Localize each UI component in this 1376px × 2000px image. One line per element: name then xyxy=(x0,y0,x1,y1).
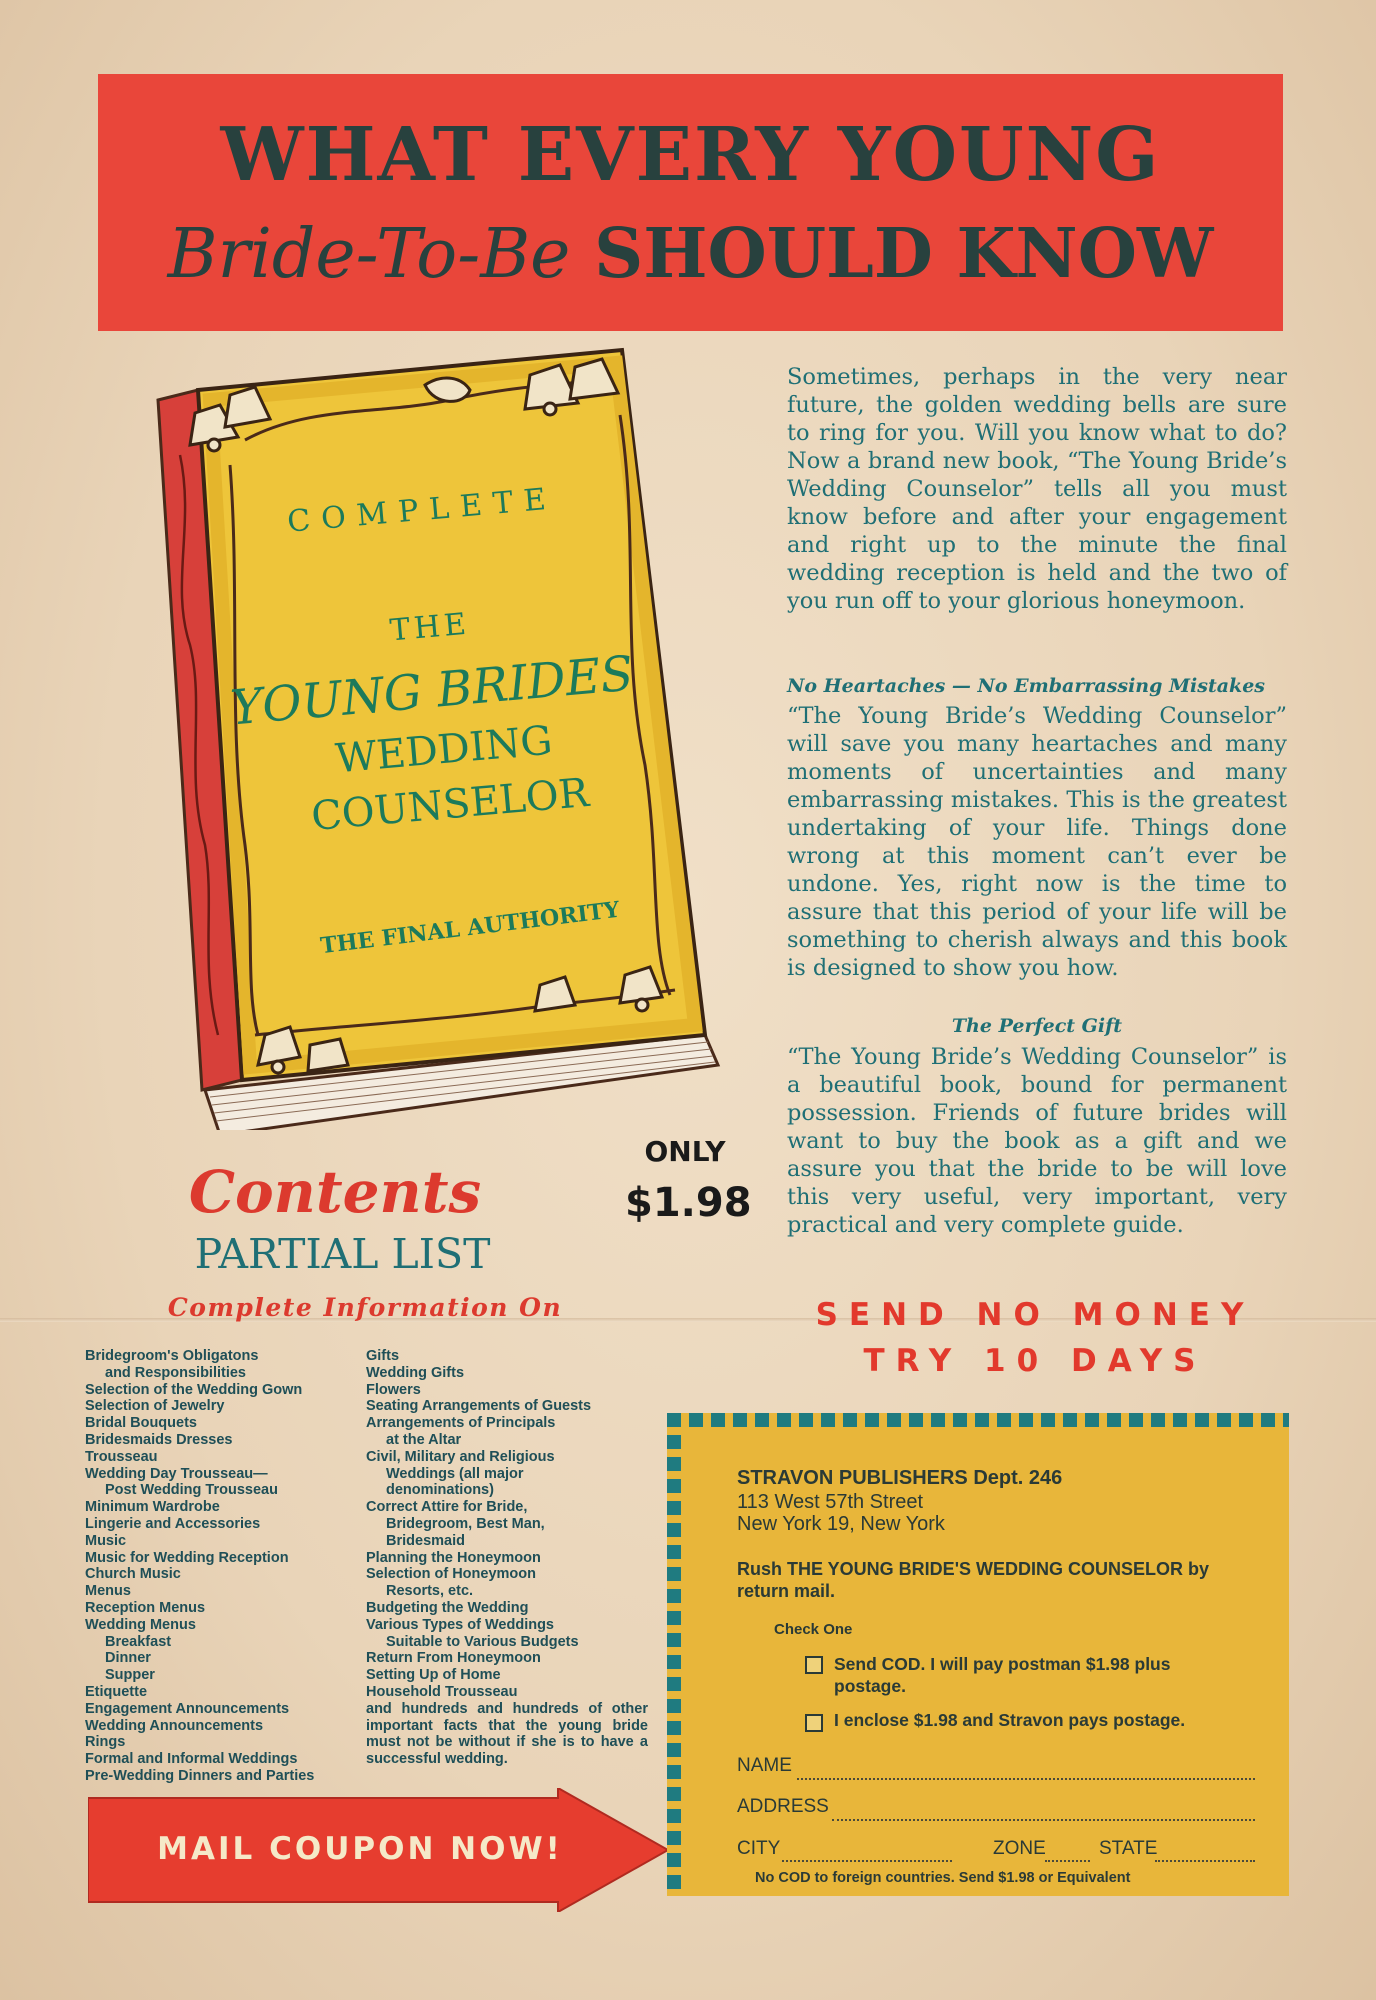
address-field[interactable] xyxy=(832,1819,1255,1821)
option-enclose-checkbox[interactable] xyxy=(805,1714,823,1732)
coupon-footnote: No COD to foreign countries. Send $1.98 or Equivalent xyxy=(755,1870,1131,1886)
state-label: STATE xyxy=(1099,1838,1158,1859)
headline-line2 xyxy=(98,214,1283,294)
book-complete: COMPLETE xyxy=(285,481,559,540)
order-coupon[interactable] xyxy=(667,1413,1289,1896)
body-para-3: “The Young Bride’s Wedding Counselor” is a beautiful book, bound for permanent possession. Friends of future brides will want to buy the book as a gift and we assure you that the bride to be will love this very useful, very important, very practical and very complete guide. xyxy=(787,1044,1287,1238)
list-item: Music xyxy=(85,1532,127,1549)
headline-banner xyxy=(98,74,1283,331)
list-item: Menus xyxy=(85,1583,131,1600)
price-only: ONLY xyxy=(644,1135,726,1168)
list-item: at the Altar xyxy=(386,1431,462,1448)
list-item: Planning the Honeymoon xyxy=(366,1549,541,1566)
list-item: Trousseau xyxy=(85,1448,158,1465)
book-tagline: THE FINAL AUTHORITY xyxy=(319,896,621,960)
book-illustration xyxy=(150,345,730,1130)
list-item: Bridal Bouquets xyxy=(85,1415,197,1432)
coupon-street: 113 West 57th Street xyxy=(737,1491,924,1513)
list-item: Dinner xyxy=(105,1650,151,1667)
body-para-1: Sometimes, perhaps in the very near future, the golden wedding bells are sure to ring for you. Will you know what to do? Now a brand new book, “The Young Bride’s Wedding Counselor” tells all you must know before and after your engagement and right up to the minute the final wedding reception is held and the two of you run off to your glorious honeymoon. xyxy=(787,364,1287,614)
list-item: Supper xyxy=(105,1667,155,1684)
book-title-3: COUNSELOR xyxy=(309,769,591,841)
zone-field[interactable] xyxy=(1045,1860,1090,1862)
list-item: Setting Up of Home xyxy=(366,1667,501,1684)
contents-title: Contents xyxy=(188,1158,482,1226)
headline-line1: WHAT EVERY YOUNG xyxy=(220,112,1161,198)
list-item: Bridesmaid xyxy=(386,1532,465,1549)
list-item: Minimum Wardrobe xyxy=(85,1499,220,1516)
list-item: Bridegroom, Best Man, xyxy=(386,1515,545,1532)
list-item: Return From Honeymoon xyxy=(366,1650,541,1667)
list-item: denominations) xyxy=(386,1482,494,1499)
coupon-border-left xyxy=(667,1413,681,1896)
list-item: Correct Attire for Bride, xyxy=(366,1499,528,1516)
list-item: Bridegroom's Obligatons xyxy=(85,1348,259,1364)
city-label: CITY xyxy=(737,1838,781,1859)
list-item: Selection of Honeymoon xyxy=(366,1566,536,1583)
option-cod-checkbox[interactable] xyxy=(805,1656,823,1674)
list-tail: and hundreds and hundreds of other important facts that the young bride must not be without if she is to have a successful wedding. xyxy=(366,1700,648,1768)
list-item: Weddings (all major xyxy=(386,1465,524,1482)
body-heading-3: The Perfect Gift xyxy=(951,1015,1123,1037)
list-item: Selection of the Wedding Gown xyxy=(85,1381,303,1398)
list-item: Seating Arrangements of Guests xyxy=(366,1398,592,1415)
option-enclose-label: I enclose $1.98 and Stravon pays postage. xyxy=(834,1710,1186,1730)
body-heading-2: No Heartaches — No Embarrassing Mistakes xyxy=(787,675,1265,697)
name-label: NAME xyxy=(737,1755,792,1776)
coupon-check-one: Check One xyxy=(774,1621,853,1638)
list-item: Budgeting the Wedding xyxy=(366,1599,529,1616)
list-item: Civil, Military and Religious xyxy=(366,1448,555,1465)
list-item: Rings xyxy=(85,1734,126,1751)
price-amount: $1.98 xyxy=(625,1180,752,1226)
body-para-2: “The Young Bride’s Wedding Counselor” will save you many heartaches and many moments of uncertainties and many embarrassing mistakes. This is the greatest undertaking of your life. Things done wrong at this moment can’t ever be undone. Yes, right now is the time to assure that this period of your life will be something to cherish always and this book is designed to show you how. xyxy=(787,703,1287,981)
coupon-rush: Rush THE YOUNG BRIDE'S WEDDING COUNSELOR by return mail. xyxy=(737,1559,1209,1601)
book-title-1: YOUNG BRIDES xyxy=(228,645,636,737)
list-item: Reception Menus xyxy=(85,1599,206,1616)
list-item: Resorts, etc. xyxy=(386,1583,474,1600)
list-item: Flowers xyxy=(366,1381,421,1398)
address-label: ADDRESS xyxy=(737,1796,829,1817)
book-title-2: WEDDING xyxy=(333,717,555,783)
list-item: Gifts xyxy=(366,1348,400,1364)
coupon-border-top xyxy=(667,1413,1289,1427)
state-field[interactable] xyxy=(1155,1860,1255,1862)
name-field[interactable] xyxy=(797,1778,1255,1780)
list-item: Etiquette xyxy=(85,1683,148,1700)
coupon-publisher: STRAVON PUBLISHERS Dept. 246 xyxy=(737,1467,1063,1489)
option-cod-label: Send COD. I will pay postman $1.98 plus postage. xyxy=(834,1654,1171,1696)
list-item: Wedding Day Trousseau— xyxy=(85,1465,268,1482)
list-item: Pre-Wedding Dinners and Parties xyxy=(85,1767,315,1784)
list-item: Household Trousseau xyxy=(366,1683,518,1700)
list-item: Music for Wedding Reception xyxy=(85,1549,289,1566)
list-item: Arrangements of Principals xyxy=(366,1415,556,1432)
list-item: Engagement Announcements xyxy=(85,1700,290,1717)
contents-column-1 xyxy=(85,1348,314,1785)
list-item: Formal and Informal Weddings xyxy=(85,1751,298,1768)
list-item: Suitable to Various Budgets xyxy=(386,1633,579,1650)
offer-line2: TRY 10 DAYS xyxy=(863,1343,1207,1379)
contents-subtitle: PARTIAL LIST xyxy=(194,1230,491,1278)
list-item: Wedding Menus xyxy=(85,1616,196,1633)
contents-column-2 xyxy=(366,1348,648,1768)
coupon-city: New York 19, New York xyxy=(737,1513,945,1535)
list-item: Post Wedding Trousseau xyxy=(105,1482,278,1499)
zone-label: ZONE xyxy=(993,1838,1046,1859)
mail-coupon-button[interactable]: MAIL COUPON NOW! xyxy=(157,1831,563,1867)
book-the: THE xyxy=(388,606,472,649)
list-item: and Responsibilities xyxy=(105,1364,246,1381)
list-item: Church Music xyxy=(85,1566,181,1583)
list-item: Breakfast xyxy=(105,1633,172,1650)
list-item: Wedding Gifts xyxy=(366,1364,465,1381)
list-item: Bridesmaids Dresses xyxy=(85,1431,233,1448)
list-item: Selection of Jewelry xyxy=(85,1398,225,1415)
headline-script: Bride-To-Be xyxy=(167,215,571,294)
list-item: Lingerie and Accessories xyxy=(85,1515,261,1532)
contents-info: Complete Information On xyxy=(167,1293,563,1322)
list-item: Various Types of Weddings xyxy=(366,1616,554,1633)
list-item: Wedding Announcements xyxy=(85,1717,264,1734)
offer-line1: SEND NO MONEY xyxy=(815,1297,1255,1333)
headline-bold: SHOULD KNOW xyxy=(594,214,1214,294)
city-field[interactable] xyxy=(782,1860,952,1862)
